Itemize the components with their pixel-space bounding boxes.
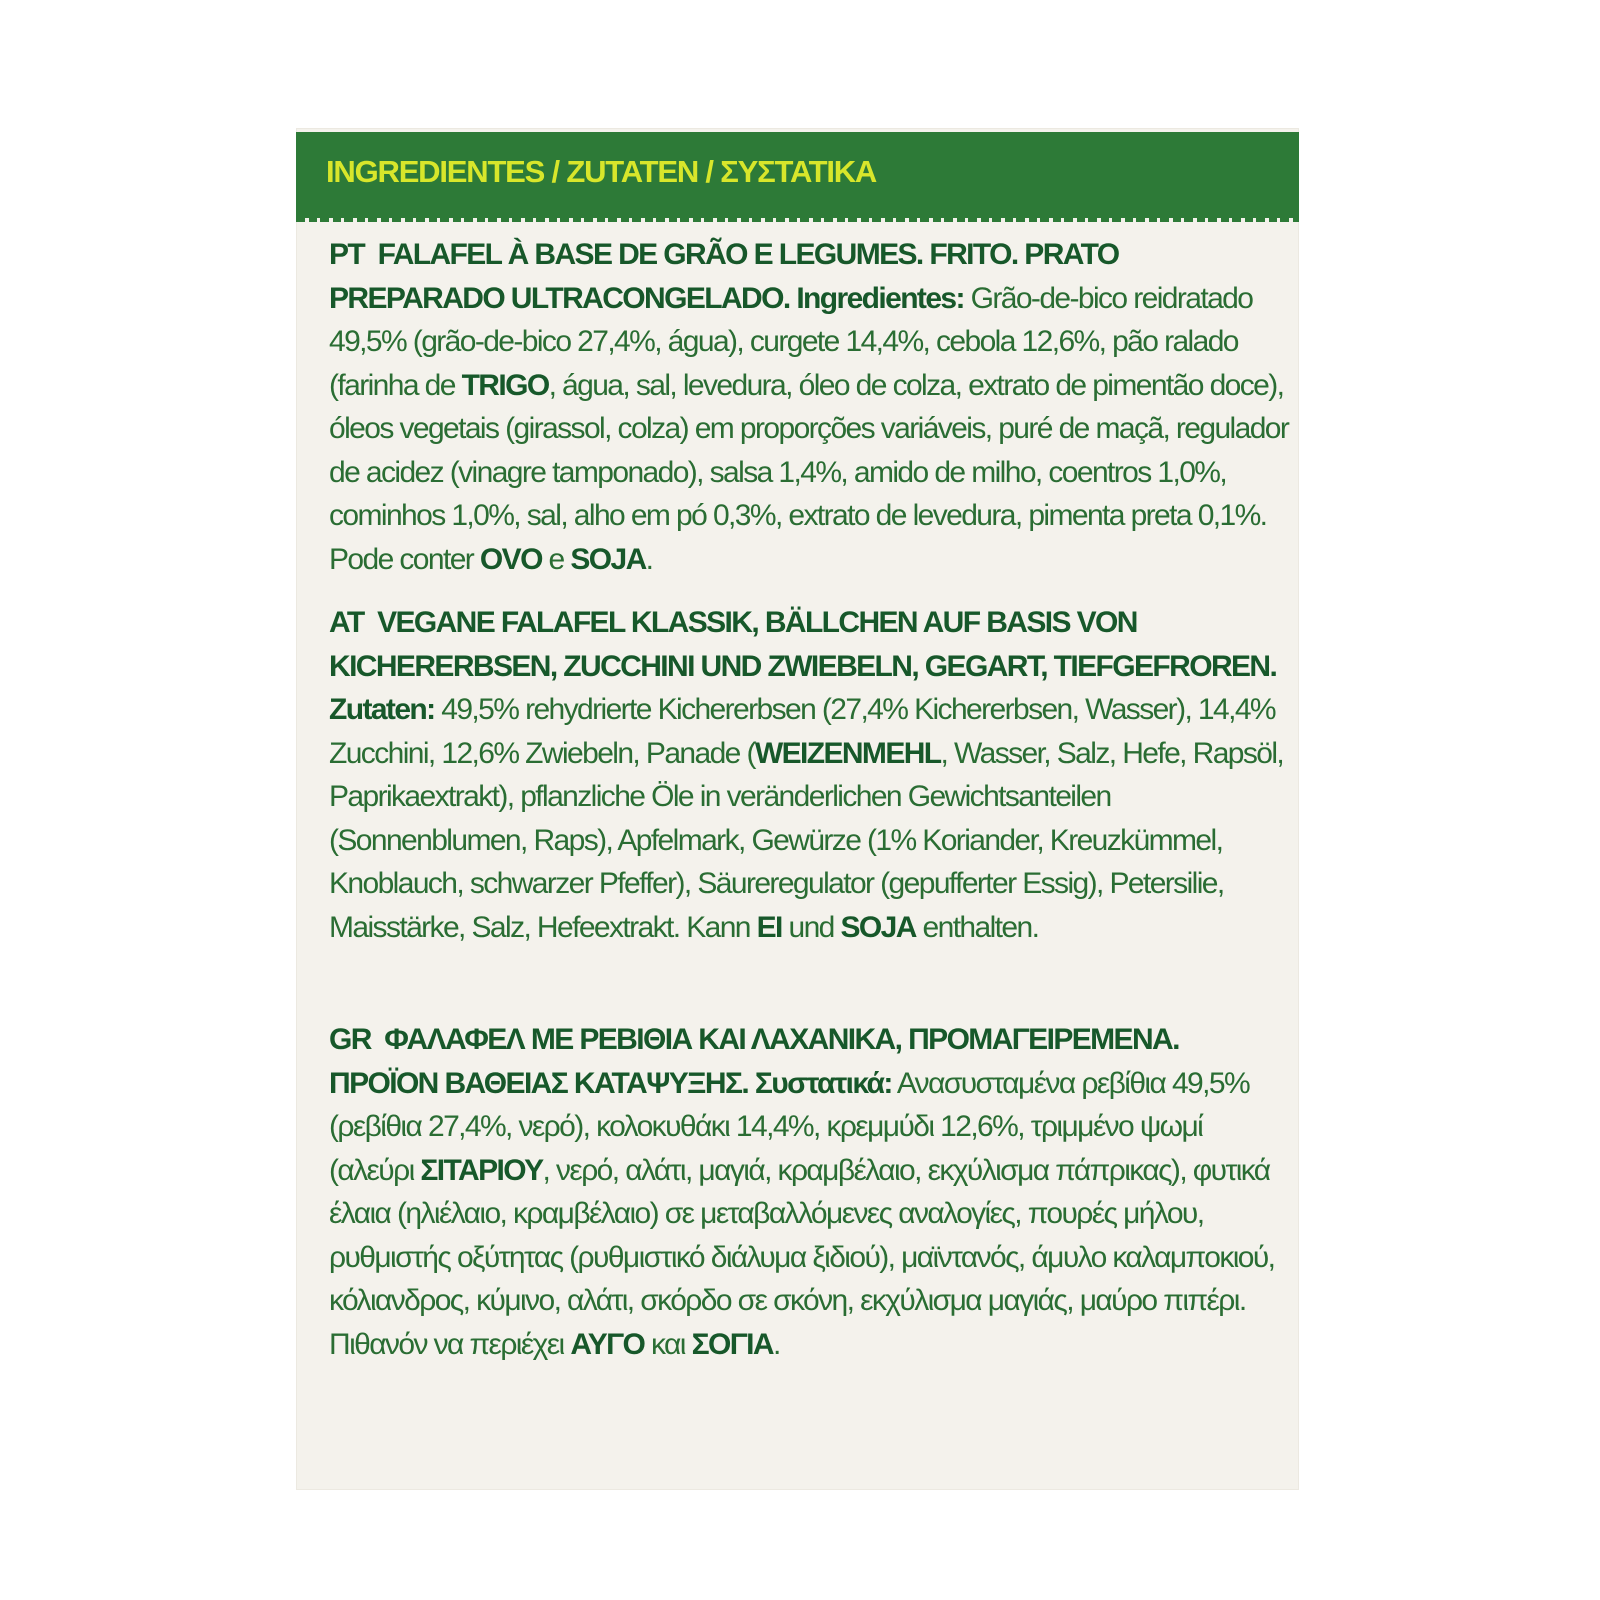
allergen-text: SOJA <box>570 542 646 576</box>
ingredients-text: , água, sal, levedura, óleo de colza, extrato de pimentão doce), óleos vegetais (girassol, colza) em proporções variáveis, puré de maçã, regulador de acidez (vinagre tamponado), salsa 1,4%, amido de milho, coentros 1,0%, cominhos 1,0%, sal, alho em pó 0,3%, extrato de levedura, pimenta preta 0,1%. Pode conter <box>329 368 1289 576</box>
allergen-text: WEIZENMEHL <box>754 736 941 770</box>
product-heading: FALAFEL À BASE DE GRÃO E LEGUMES. FRITO. PRATO PREPARADO ULTRACONGELADO. <box>329 238 1119 315</box>
allergen-text: ΣΟΓΙΑ <box>691 1327 773 1361</box>
ingredients-text: . <box>772 1327 780 1361</box>
header-title: INGREDIENTES / ZUTATEN / ΣΥΣΤΑΤΙΚΑ <box>326 154 877 189</box>
section-gr <box>329 1018 1289 1366</box>
header-bar <box>296 132 1299 218</box>
allergen-text: TRIGO <box>461 368 549 402</box>
ingredients-text: και <box>644 1327 692 1361</box>
ingredients-text: e <box>541 542 571 576</box>
ingredients-text: Ανασυσταμένα ρεβίθια 49,5% (ρεβίθια 27,4%, νερό), κολοκυθάκι 14,4%, κρεμμύδι 12,6%, τριμμένο ψωμί (αλεύρι <box>329 1066 1250 1187</box>
ingredients-text: , Wasser, Salz, Hefe, Rapsöl, Paprikaextrakt), pflanzliche Öle in veränderlichen Gewichtsanteilen (Sonnenblumen, Raps), Apfelmark, Gewürze (1% Koriander, Kreuzkümmel, Knoblauch, schwarzer Pfeffer), Säureregulator (gepufferter Essig), Petersilie, Maisstärke, Salz, Hefeextrakt. Kann <box>329 736 1284 944</box>
ingredients-text: , νερό, αλάτι, μαγιά, κραμβέλαιο, εκχύλισμα πάπρικας), φυτικά έλαια (ηλιέλαιο, κραμβέλαιο) σε μεταβαλλόμενες αναλογίες, πουρές μήλου, ρυθμιστής οξύτητας (ρυθμιστικό διάλυμα ξιδιού), μαϊντανός, άμυλο καλαμποκιού, κόλιανδρος, κύμινο, αλάτι, σκόρδο σε σκόνη, εκχύλισμα μαγιάς, μαύρο πιπέρι. Πιθανόν να περιέχει <box>329 1153 1275 1361</box>
section-at <box>329 601 1289 949</box>
ingredients-text: enthalten. <box>915 910 1039 944</box>
ingredients-label-text: Συστατικά: <box>754 1066 892 1100</box>
allergen-text: SOJA <box>840 910 916 944</box>
ingredients-text: und <box>781 910 841 944</box>
allergen-text: OVO <box>479 542 542 576</box>
section-pt <box>329 233 1289 581</box>
ingredients-label-text: Ingredientes: <box>796 281 964 315</box>
ingredients-text: 49,5% rehydrierte Kichererbsen (27,4% Kichererbsen, Wasser), 14,4% Zucchini, 12,6% Zwiebeln, Panade ( <box>329 693 1275 770</box>
ingredients-label-text: Zutaten: <box>329 693 435 726</box>
allergen-text: EI <box>756 910 782 944</box>
ingredients-text: Grão-de-bico reidratado 49,5% (grão-de-bico 27,4%, água), curgete 14,4%, cebola 12,6%, pão ralado (farinha de <box>329 281 1253 402</box>
product-heading: VEGANE FALAFEL KLASSIK, BÄLLCHEN AUF BASIS VON KICHERERBSEN, ZUCCHINI UND ZWIEBELN, GEGART, TIEFGEFROREN. <box>329 606 1277 683</box>
product-heading: ΦΑΛΑΦΕΛ ΜΕ ΡΕΒΙΘΙΑ ΚΑΙ ΛΑΧΑΝΙΚΑ, ΠΡΟΜΑΓΕΙΡΕΜΕΝΑ. ΠΡΟΪΟΝ ΒΑΘΕΙΑΣ ΚΑΤΑΨΥΞΗΣ. <box>329 1023 1179 1100</box>
language-code: GR <box>329 1023 371 1056</box>
language-code: PT <box>329 238 365 271</box>
language-code: AT <box>329 606 364 639</box>
ingredients-text: . <box>645 542 653 576</box>
ingredients-label <box>296 128 1299 1490</box>
allergen-text: ΑΥΓΟ <box>570 1327 645 1361</box>
allergen-text: ΣΙΤΑΡΙΟΥ <box>420 1153 543 1187</box>
